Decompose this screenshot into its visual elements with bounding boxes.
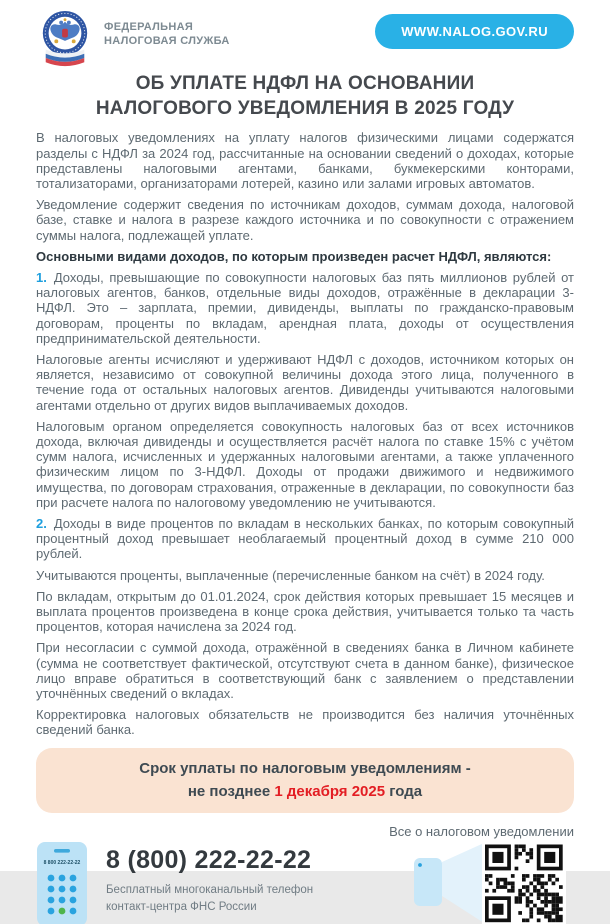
paragraph-interest-2024: Учитываются проценты, выплаченные (перечисленные банком на счёт) в 2024 году.	[36, 567, 545, 583]
agency-name-line2: НАЛОГОВАЯ СЛУЖБА	[104, 35, 230, 48]
phone-keypad-icon	[36, 842, 88, 922]
item-2-marker: 2.	[36, 516, 47, 532]
header	[36, 10, 574, 64]
qr-code	[482, 842, 566, 924]
page-title-line2: НАЛОГОВОГО УВЕДОМЛЕНИЯ В 2025 ГОДУ	[95, 97, 515, 119]
fns-emblem-icon	[36, 10, 94, 64]
phone-caption-line1: Бесплатный многоканальный телефон	[106, 884, 314, 897]
paragraph-intro-1: В налоговых уведомлениях на уплату налогов физическими лицами содержатся разделы с НДФЛ за 2024 год, рассчитанные на основании сведений о доходах, которые представлены налоговыми агентами, банками, букмекерскими конторами, тотализаторами, организаторами лотерей, казино или залами игровых автоматов.	[36, 130, 574, 191]
page-title-line1: ОБ УПЛАТЕ НДФЛ НА ОСНОВАНИИ	[135, 73, 475, 94]
income-item-2	[36, 516, 574, 562]
qr-caption: Все о налоговом уведомлении	[389, 824, 574, 840]
phone-number: 8 (800) 222-22-22	[106, 846, 312, 875]
agency-name	[104, 20, 230, 49]
deadline-line1: Срок уплаты по налоговым уведомлениям -	[139, 759, 471, 777]
scan-beam	[442, 843, 484, 923]
website-button[interactable]: WWW.NALOG.GOV.RU	[375, 14, 574, 49]
page-title	[36, 72, 574, 121]
phone-caption-line2: контакт-центра ФНС России	[106, 900, 257, 913]
footer	[36, 842, 574, 924]
paragraph-correction: Корректировка налоговых обязательств не производится без наличия уточнённых сведений банка.	[36, 707, 574, 738]
deadline-prefix: не позднее	[187, 782, 275, 800]
svg-text:8 800 222-22-22: 8 800 222-22-22	[43, 860, 81, 867]
body-content	[36, 130, 574, 737]
deadline-line2	[50, 780, 560, 803]
fns-brand	[36, 10, 230, 64]
deadline-date: 1 декабря 2025	[274, 782, 386, 800]
income-types-heading: Основными видами доходов, по которым произведен расчет НДФЛ, являются:	[36, 248, 552, 264]
deadline-banner	[36, 748, 574, 814]
paragraph-deposits-term: По вкладам, открытым до 01.01.2024, срок действия которых превышает 15 месяцев и выплата процентов произведена в конце срока действия, учитывается только та часть процентов, которая начислена за 2024 год.	[36, 588, 574, 635]
paragraph-tax-authority: Налоговым органом определяется совокупность налоговых баз от всех источников дохода, включая дивиденды и осуществляется расчёт налога по ставке 15% с учётом сумм налога, исчисленных и удержанных налоговыми агентами, а также уплаченного физическим лицом по 3-НДФЛ. Доходы от продажи движимого и недвижимого имущества, по договорам страхования, отраженные в декларации, по совокупности баз при расчете налога по налоговому уведомлению не учитываются.	[36, 418, 574, 510]
paragraph-agents: Налоговые агенты исчисляют и удерживают НДФЛ с доходов, источником которых он является, независимо от совокупной величины дохода этого лица, полученного в течение года от остальных налоговых агентов. Дивиденды учитываются налоговыми агентами отдельно от других видов выплачиваемых доходов.	[36, 352, 574, 413]
item-1-marker: 1.	[36, 270, 47, 285]
phone-caption	[106, 882, 313, 915]
contact-block	[106, 846, 313, 915]
agency-name-line1: ФЕДЕРАЛЬНАЯ	[104, 21, 194, 33]
income-item-1	[36, 270, 574, 346]
item-2-text: Доходы в виде процентов по вкладам в нескольких банках, по которым совокупный процентный доход превышает необлагаемый процентный доход в сумме 210 000 рублей.	[36, 516, 574, 562]
qr-scan-group	[402, 842, 574, 924]
paragraph-disagreement: При несогласии с суммой дохода, отражённой в сведениях банка в Личном кабинете (сумма не соответствует фактической, отсутствуют счета в данном банке), физическое лицо вправе обратиться в соответствующий банк с заявлением о представлении уточнённых сведений о вкладах.	[36, 640, 574, 702]
paragraph-intro-2: Уведомление содержит сведения по источникам доходов, суммам дохода, налоговой базе, ставке и налога в разрезе каждого источника и по совокупности с отражением суммы налога, подлежащей уплате.	[36, 197, 574, 243]
item-1-text: Доходы, превышающие по совокупности налоговых баз пять миллионов рублей от налоговых агентов, банков, отдельные виды доходов, отражённые в декларации 3-НДФЛ. Это – зарплата, премии, дивиденды, выплаты по гражданско-правовым договорам, проценты по вкладам, арендная плата, доходы от осуществления предпринимательской деятельности.	[36, 270, 574, 346]
deadline-suffix: года	[385, 782, 423, 800]
